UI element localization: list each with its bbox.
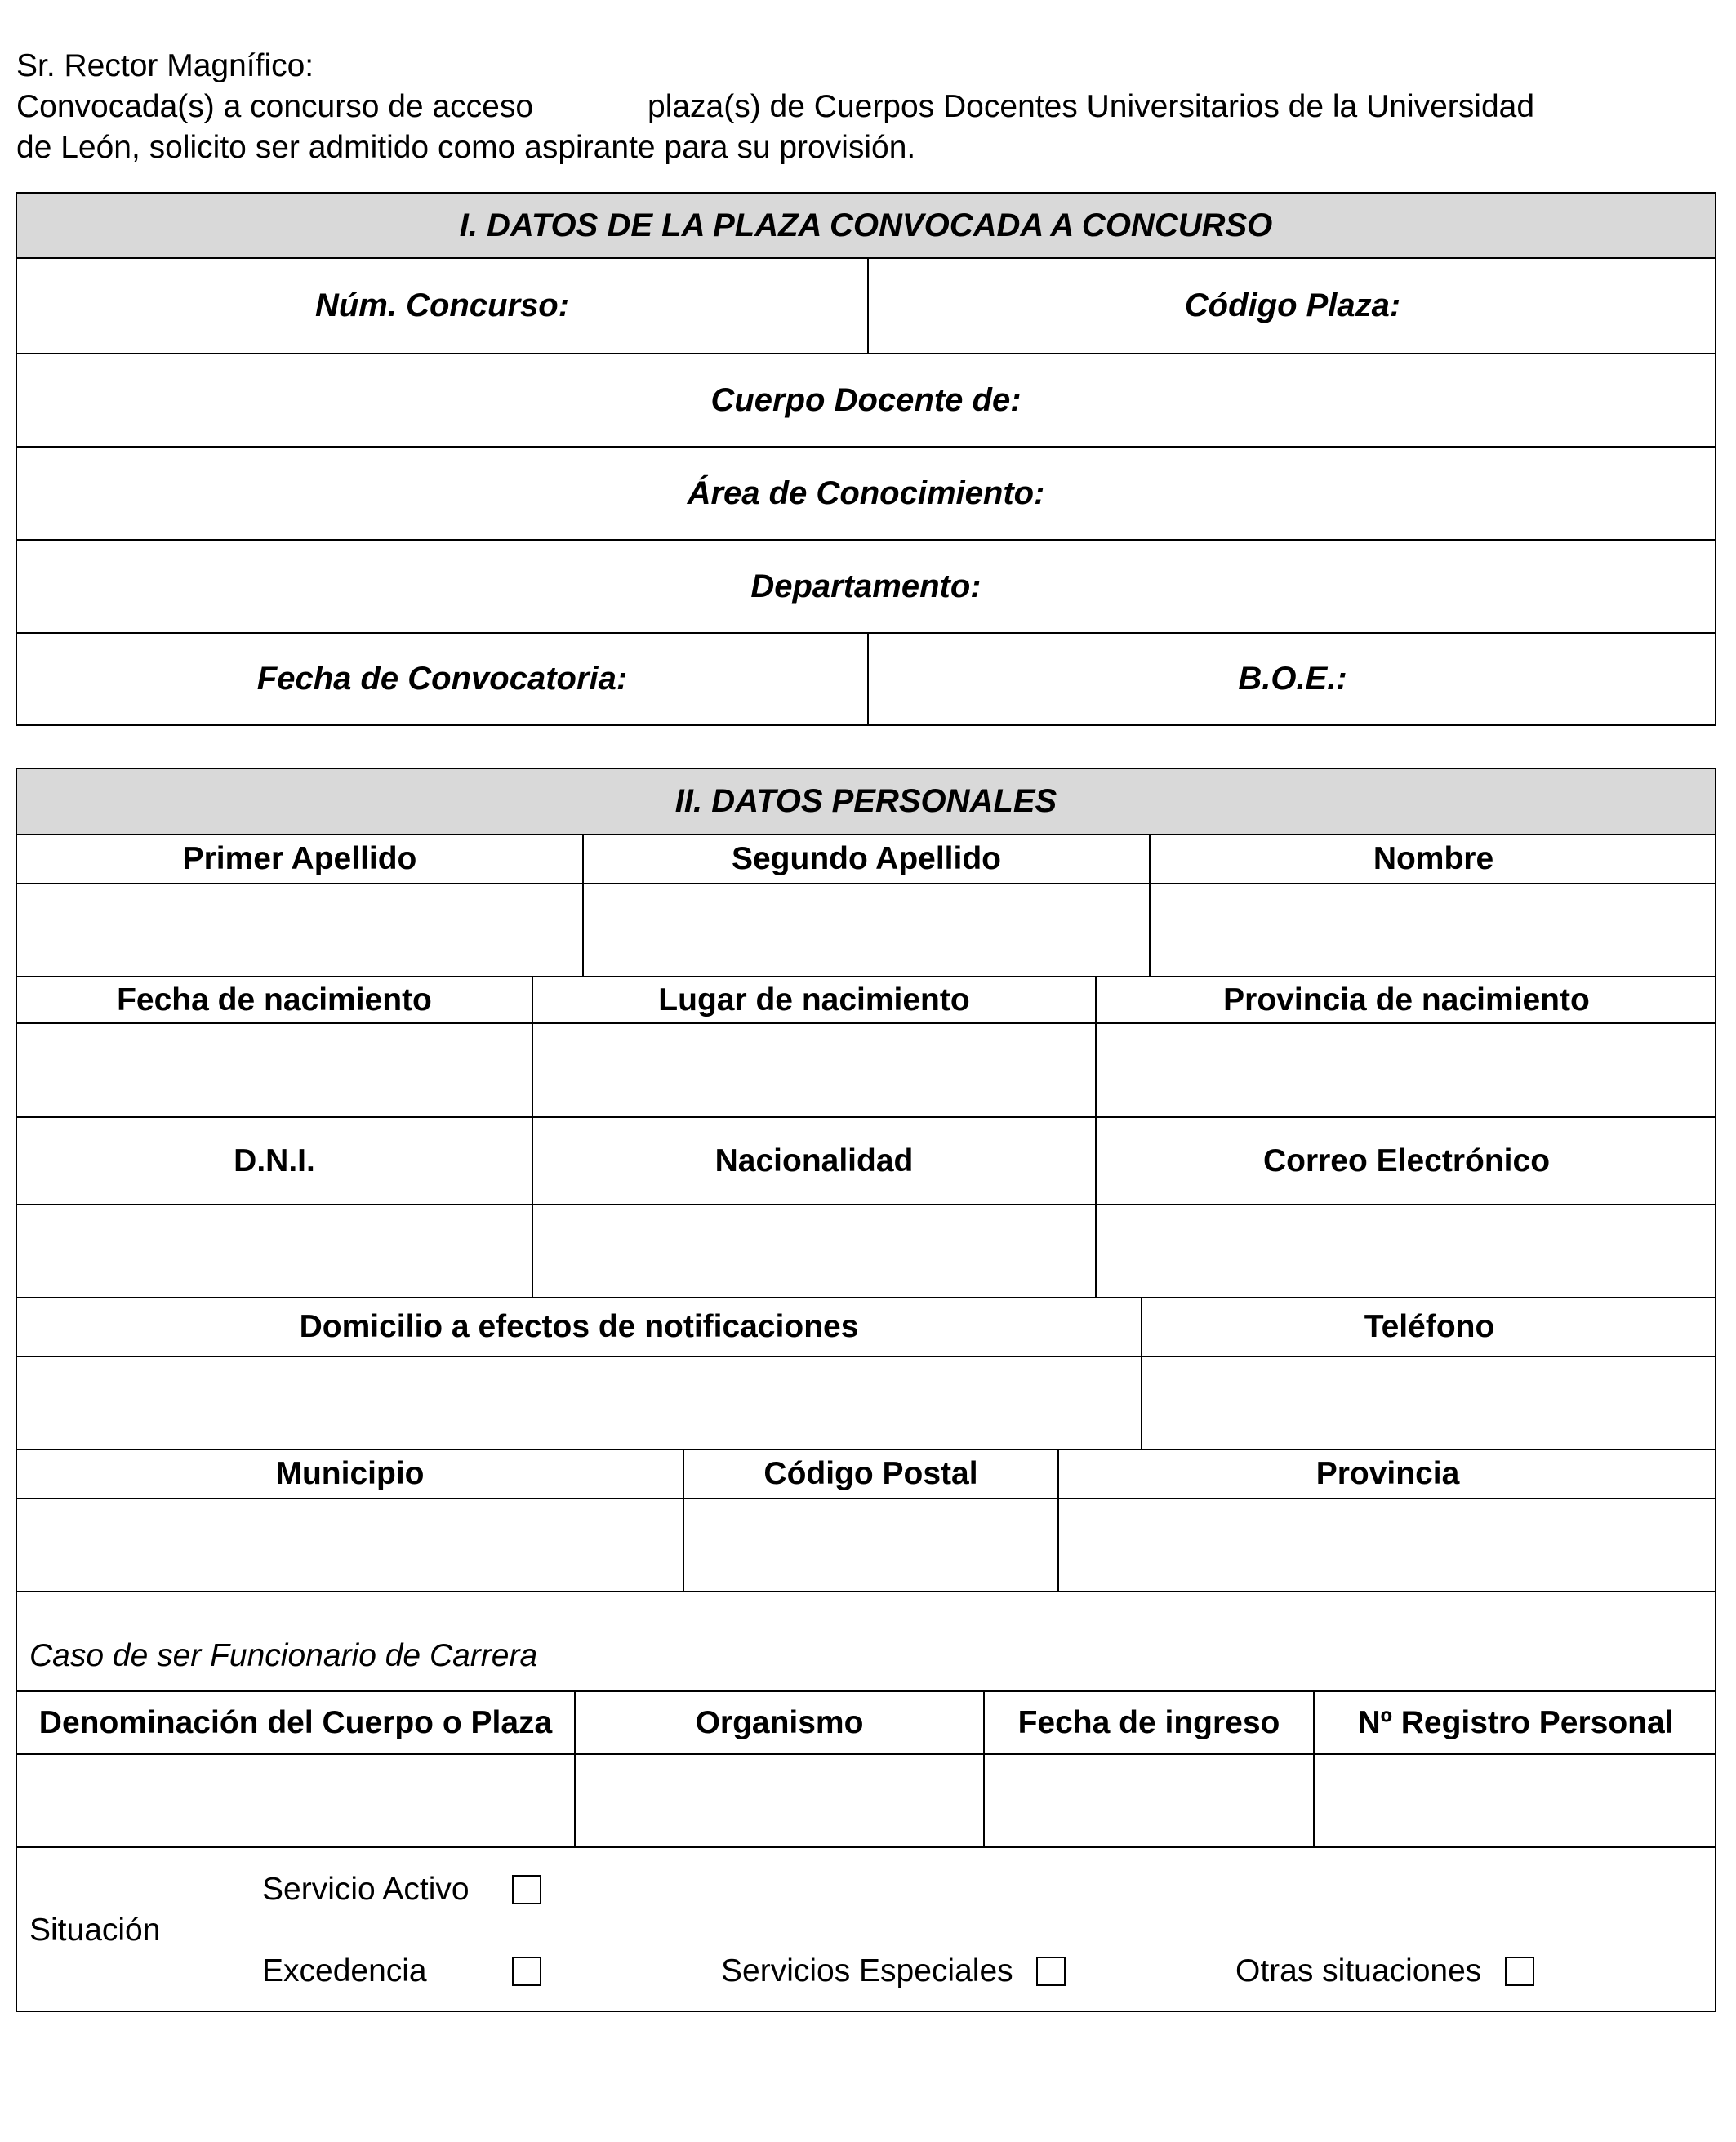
provincia-label: Provincia [1315, 1456, 1460, 1491]
municipio-input[interactable] [17, 1499, 684, 1591]
intro-text [16, 46, 1649, 168]
intro-line-2a: Convocada(s) a concurso de acceso [16, 89, 534, 124]
municipio-labels-row [17, 1450, 1715, 1499]
fecha-ingreso-input[interactable] [985, 1755, 1315, 1846]
primer-apellido-label: Primer Apellido [182, 841, 417, 876]
funcionario-note-row [17, 1592, 1715, 1692]
funcionario-note: Caso de ser Funcionario de Carrera [29, 1638, 538, 1673]
servicios-especiales-label: Servicios Especiales [721, 1953, 1013, 1988]
fecha-convocatoria-label: Fecha de Convocatoria: [256, 661, 628, 697]
registro-personal-label: Nº Registro Personal [1357, 1704, 1674, 1740]
boe-label: B.O.E.: [1238, 661, 1347, 697]
cuerpo-docente-field[interactable] [17, 354, 1715, 448]
domicilio-label: Domicilio a efectos de notificaciones [299, 1309, 859, 1344]
fecha-convocatoria-field[interactable] [17, 634, 869, 724]
nacimiento-input-row [17, 1024, 1715, 1118]
nacionalidad-label: Nacionalidad [714, 1142, 914, 1178]
names-labels-row [17, 835, 1715, 884]
dni-input-row [17, 1205, 1715, 1298]
segundo-apellido-label: Segundo Apellido [731, 841, 1002, 876]
situacion-row [17, 1848, 1715, 2011]
situacion-label: Situación [29, 1913, 161, 1948]
municipio-input-row [17, 1499, 1715, 1592]
domicilio-input-row [17, 1357, 1715, 1450]
segundo-apellido-input[interactable] [584, 884, 1151, 976]
registro-personal-input[interactable] [1315, 1755, 1716, 1846]
servicio-activo-label: Servicio Activo [262, 1872, 470, 1907]
correo-label: Correo Electrónico [1262, 1142, 1551, 1178]
codigo-plaza-field[interactable] [869, 259, 1716, 353]
section-personales-title: II. DATOS PERSONALES [674, 783, 1057, 819]
denominacion-input[interactable] [17, 1755, 576, 1846]
intro-line-3: de León, solicito ser admitido como aspirante para su provisión. [16, 130, 916, 165]
servicios-especiales-checkbox[interactable] [1036, 1957, 1066, 1986]
domicilio-input[interactable] [17, 1357, 1142, 1449]
section-personales [16, 768, 1716, 2012]
codigo-plaza-label: Código Plaza: [1184, 287, 1401, 323]
intro-line-2b: plaza(s) de Cuerpos Docentes Universitarios de la Universidad [648, 89, 1535, 124]
domicilio-labels-row [17, 1298, 1715, 1357]
nombre-label: Nombre [1373, 841, 1494, 876]
excedencia-label: Excedencia [262, 1953, 427, 1988]
excedencia-checkbox[interactable] [512, 1957, 541, 1986]
names-input-row [17, 884, 1715, 977]
codigo-postal-label: Código Postal [763, 1456, 978, 1491]
primer-apellido-input[interactable] [17, 884, 584, 976]
municipio-label: Municipio [275, 1456, 425, 1491]
telefono-input[interactable] [1142, 1357, 1716, 1449]
row-concurso-codigo [17, 259, 1715, 354]
lugar-nacimiento-label: Lugar de nacimiento [658, 982, 970, 1018]
num-concurso-field[interactable] [17, 259, 869, 353]
provincia-nacimiento-label: Provincia de nacimiento [1223, 982, 1590, 1018]
intro-line-2 [16, 87, 1649, 127]
row-fecha-boe [17, 634, 1715, 724]
area-conocimiento-label: Área de Conocimiento: [687, 474, 1045, 511]
departamento-field[interactable] [17, 541, 1715, 634]
otras-situaciones-checkbox[interactable] [1505, 1957, 1534, 1986]
num-concurso-label: Núm. Concurso: [314, 287, 570, 323]
section-plaza [16, 192, 1716, 726]
departamento-label: Departamento: [750, 568, 982, 604]
provincia-nacimiento-input[interactable] [1097, 1024, 1716, 1116]
servicio-activo-checkbox[interactable] [512, 1875, 541, 1904]
codigo-postal-input[interactable] [684, 1499, 1059, 1591]
section-personales-header [17, 769, 1715, 835]
section-plaza-title: I. DATOS DE LA PLAZA CONVOCADA A CONCURSO [459, 207, 1273, 243]
salutation: Sr. Rector Magnífico: [16, 48, 314, 83]
organismo-input[interactable] [576, 1755, 985, 1846]
fecha-nacimiento-input[interactable] [17, 1024, 533, 1116]
fecha-nacimiento-label: Fecha de nacimiento [117, 982, 432, 1018]
denominacion-label: Denominación del Cuerpo o Plaza [38, 1704, 553, 1740]
boe-field[interactable] [869, 634, 1716, 724]
fecha-ingreso-label: Fecha de ingreso [1017, 1704, 1280, 1740]
correo-input[interactable] [1097, 1205, 1716, 1297]
dni-input[interactable] [17, 1205, 533, 1297]
nombre-input[interactable] [1151, 884, 1716, 976]
nacimiento-labels-row [17, 977, 1715, 1024]
dni-labels-row [17, 1118, 1715, 1205]
area-conocimiento-field[interactable] [17, 448, 1715, 541]
funcionario-labels-row [17, 1692, 1715, 1755]
section-plaza-header [17, 194, 1715, 259]
dni-label: D.N.I. [234, 1142, 315, 1178]
nacionalidad-input[interactable] [533, 1205, 1097, 1297]
provincia-input[interactable] [1059, 1499, 1716, 1591]
telefono-label: Teléfono [1364, 1309, 1495, 1344]
organismo-label: Organismo [695, 1704, 864, 1740]
funcionario-input-row [17, 1755, 1715, 1848]
cuerpo-docente-label: Cuerpo Docente de: [710, 381, 1022, 418]
lugar-nacimiento-input[interactable] [533, 1024, 1097, 1116]
otras-situaciones-label: Otras situaciones [1235, 1953, 1482, 1988]
